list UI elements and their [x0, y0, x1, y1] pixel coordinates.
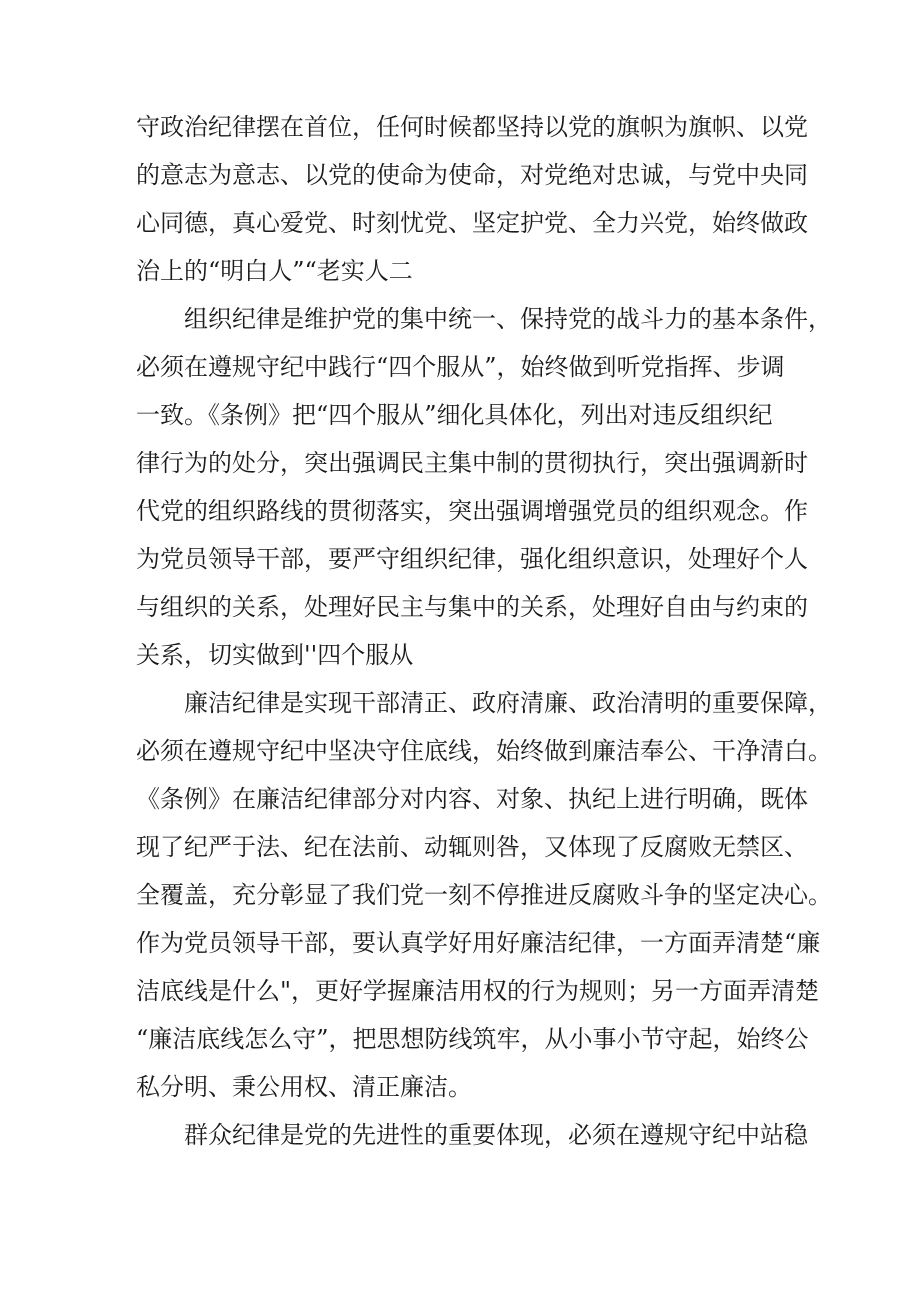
text-line: 作为党员领导干部，要认真学好用好廉洁纪律，一方面弄清楚“廉: [136, 929, 821, 957]
text-line: 治上的“明白人”“老实人二: [136, 257, 413, 285]
text-line: 必须在遵规守纪中坚决守住底线，始终做到廉洁奉公、干净清白。: [136, 737, 832, 765]
text-line: 组织纪律是维护党的集中统一、保持党的战斗力的基本条件，: [184, 305, 832, 333]
text-line: “廉洁底线怎么守”，把思想防线筑牢，从小事小节守起，始终公: [136, 1025, 809, 1053]
text-line: 为党员领导干部，要严守组织纪律，强化组织意识，处理好个人: [136, 545, 808, 573]
paragraph-mass-discipline: [136, 1111, 808, 1159]
text-line: 心同德，真心爱党、时刻忧党、坚定护党、全力兴党，始终做政: [136, 209, 808, 237]
text-line: 廉洁纪律是实现干部清正、政府清廉、政治清明的重要保障，: [184, 689, 832, 717]
text-line: 群众纪律是党的先进性的重要体现，必须在遵规守纪中站稳: [184, 1121, 808, 1149]
paragraph-organizational-discipline: [136, 295, 832, 679]
text-line: 一致。《条例》把“四个服从”细化具体化，列出对违反组织纪: [136, 401, 773, 429]
text-line: 代党的组织路线的贯彻落实，突出强调增强党员的组织观念。作: [136, 497, 808, 525]
text-line: 律行为的处分，突出强调民主集中制的贯彻执行，突出强调新时: [136, 449, 808, 477]
paragraph-political-discipline-tail: [136, 103, 808, 295]
text-line: 必须在遵规守纪中践行“四个服从”，始终做到听党指挥、步调: [136, 353, 785, 381]
text-line: 洁底线是什么"，更好学握廉洁用权的行为规则；另一方面弄清楚: [136, 977, 820, 1005]
text-line: 现了纪严于法、纪在法前、动辄则咎，又体现了反腐败无禁区、: [136, 833, 808, 861]
text-line: 与组织的关系，处理好民主与集中的关系，处理好自由与约束的: [136, 593, 808, 621]
text-line: 守政治纪律摆在首位，任何时候都坚持以党的旗帜为旗帜、以党: [136, 113, 808, 141]
text-line: 关系，切实做到''四个服从: [136, 641, 414, 669]
text-line: 《条例》在廉洁纪律部分对内容、对象、执纪上进行明确，既体: [136, 785, 808, 813]
paragraph-integrity-discipline: [136, 679, 832, 1111]
document-body: [136, 103, 832, 1159]
text-line: 私分明、秉公用权、清正廉洁。: [136, 1073, 472, 1101]
text-line: 的意志为意志、以党的使命为使命，对党绝对忠诚，与党中央同: [136, 161, 808, 189]
text-line: 全覆盖，充分彰显了我们党一刻不停推进反腐败斗争的坚定决心。: [136, 881, 832, 909]
